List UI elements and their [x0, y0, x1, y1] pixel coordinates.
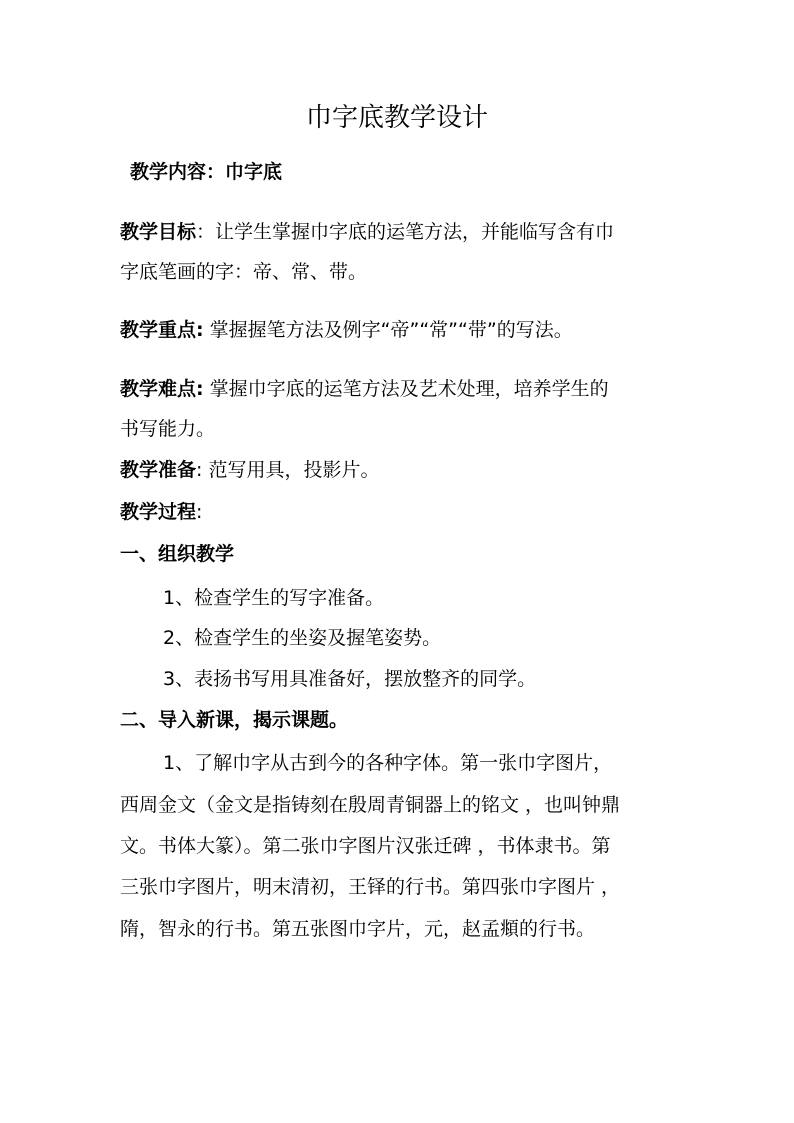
teaching-process-label: 教学过程: [120, 501, 197, 523]
teaching-preparation: [120, 456, 379, 484]
teaching-preparation-label: 教学准备: [120, 459, 197, 481]
teaching-focus-text: 掌握握笔方法及例字“帝”“常”“带”的写法。: [203, 319, 573, 341]
section-1-heading: 一、组织教学: [120, 543, 235, 565]
teaching-process: [120, 498, 202, 526]
teaching-goal-line-1: [120, 218, 614, 246]
teaching-focus: [120, 316, 573, 344]
teaching-difficulty-line-2: 书写能力。: [120, 418, 216, 440]
teaching-content-text: 巾字底: [225, 161, 283, 183]
section-2-paragraph-line-4: 三张巾字图片，明末清初，王铎的行书。第四张巾字图片 ，: [120, 876, 621, 898]
section-2-paragraph-line-1: 1、了解巾字从古到今的各种字体。第一张巾字图片，: [163, 752, 613, 774]
teaching-difficulty-line-1: [120, 375, 609, 403]
teaching-goal-text-1: ：让学生掌握巾字底的运笔方法，并能临写含有巾: [196, 221, 615, 243]
teaching-difficulty-text-1: 掌握巾字底的运笔方法及艺术处理，培养学生的: [203, 378, 609, 400]
teaching-process-colon: :: [196, 501, 203, 523]
section-2-paragraph-line-5: 隋，智永的行书。第五张图巾字片，元，赵孟頫的行书。: [120, 918, 596, 940]
section-1-item-3: 3、表扬书写用具准备好，摆放整齐的同学。: [163, 668, 537, 690]
teaching-goal-label: 教学目标: [120, 221, 197, 243]
teaching-focus-label: 教学重点:: [120, 319, 204, 341]
teaching-goal-line-2: 字底笔画的字：帝、常、带。: [120, 261, 368, 283]
document-title: 巾字底教学设计: [305, 103, 488, 133]
section-2-paragraph-line-2: 西周金文（金文是指铸刻在殷周青铜器上的铭文 ，也叫钟鼎: [120, 794, 621, 816]
teaching-content-label: 教学内容：: [130, 161, 226, 183]
section-2-heading: 二、导入新课，揭示课题。: [120, 709, 349, 731]
teaching-preparation-text: : 范写用具，投影片。: [196, 459, 380, 481]
section-1-item-1: 1、检查学生的写字准备。: [163, 587, 385, 609]
section-1-item-2: 2、检查学生的坐姿及握笔姿势。: [163, 627, 442, 649]
teaching-difficulty-label: 教学难点:: [120, 378, 204, 400]
teaching-content: [130, 158, 282, 186]
section-2-paragraph-line-3: 文。书体大篆）。第二张巾字图片汉张迁碑 ，书体隶书。第: [120, 835, 611, 857]
